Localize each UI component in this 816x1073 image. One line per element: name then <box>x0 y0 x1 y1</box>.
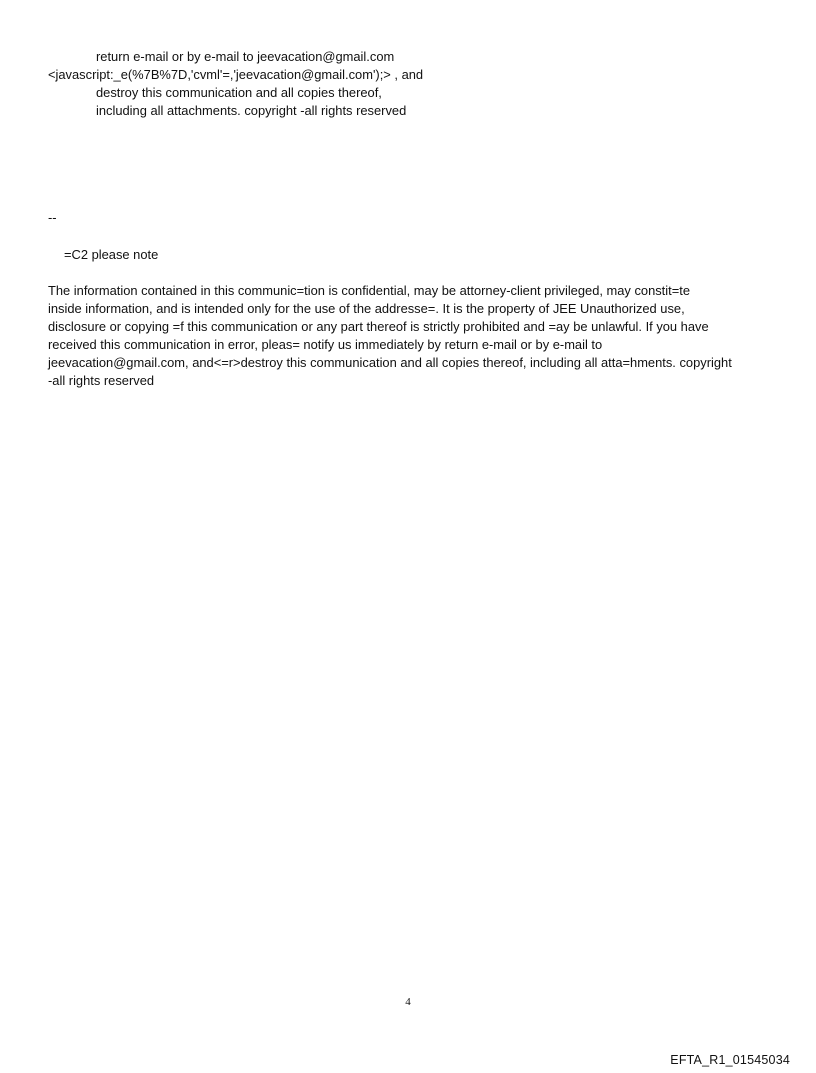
disclaimer-line: received this communication in error, pleas= notify us immediately by return e-mail or by e-mail to <box>48 337 603 352</box>
disclaimer-line: The information contained in this communic=tion is confidential, may be attorney-client privileged, may constit=te <box>48 283 690 298</box>
body-text-line: destroy this communication and all copies thereof, <box>96 85 382 100</box>
disclaimer-line: inside information, and is intended only for the use of the addresse=. It is the property of JEE Unauthorized use, <box>48 301 685 316</box>
disclaimer-line: disclosure or copying =f this communication or any part thereof is strictly prohibited and =ay be unlawful. If you have <box>48 319 709 334</box>
body-text-line: return e-mail or by e-mail to jeevacation@gmail.com <box>96 49 395 64</box>
note-heading: =C2 please note <box>64 247 159 262</box>
signature-separator: -- <box>48 210 57 225</box>
disclaimer-line: -all rights reserved <box>48 373 155 388</box>
body-text-line: including all attachments. copyright -all rights reserved <box>96 103 407 118</box>
page-number: 4 <box>405 996 411 1008</box>
body-text-line: <javascript:_e(%7B%7D,'cvml'=,'jeevacation@gmail.com');> , and <box>48 67 424 82</box>
document-id: EFTA_R1_01545034 <box>670 1053 790 1067</box>
disclaimer-line: jeevacation@gmail.com, and<=r>destroy this communication and all copies thereof, including all atta=hments. copyright <box>48 355 732 370</box>
